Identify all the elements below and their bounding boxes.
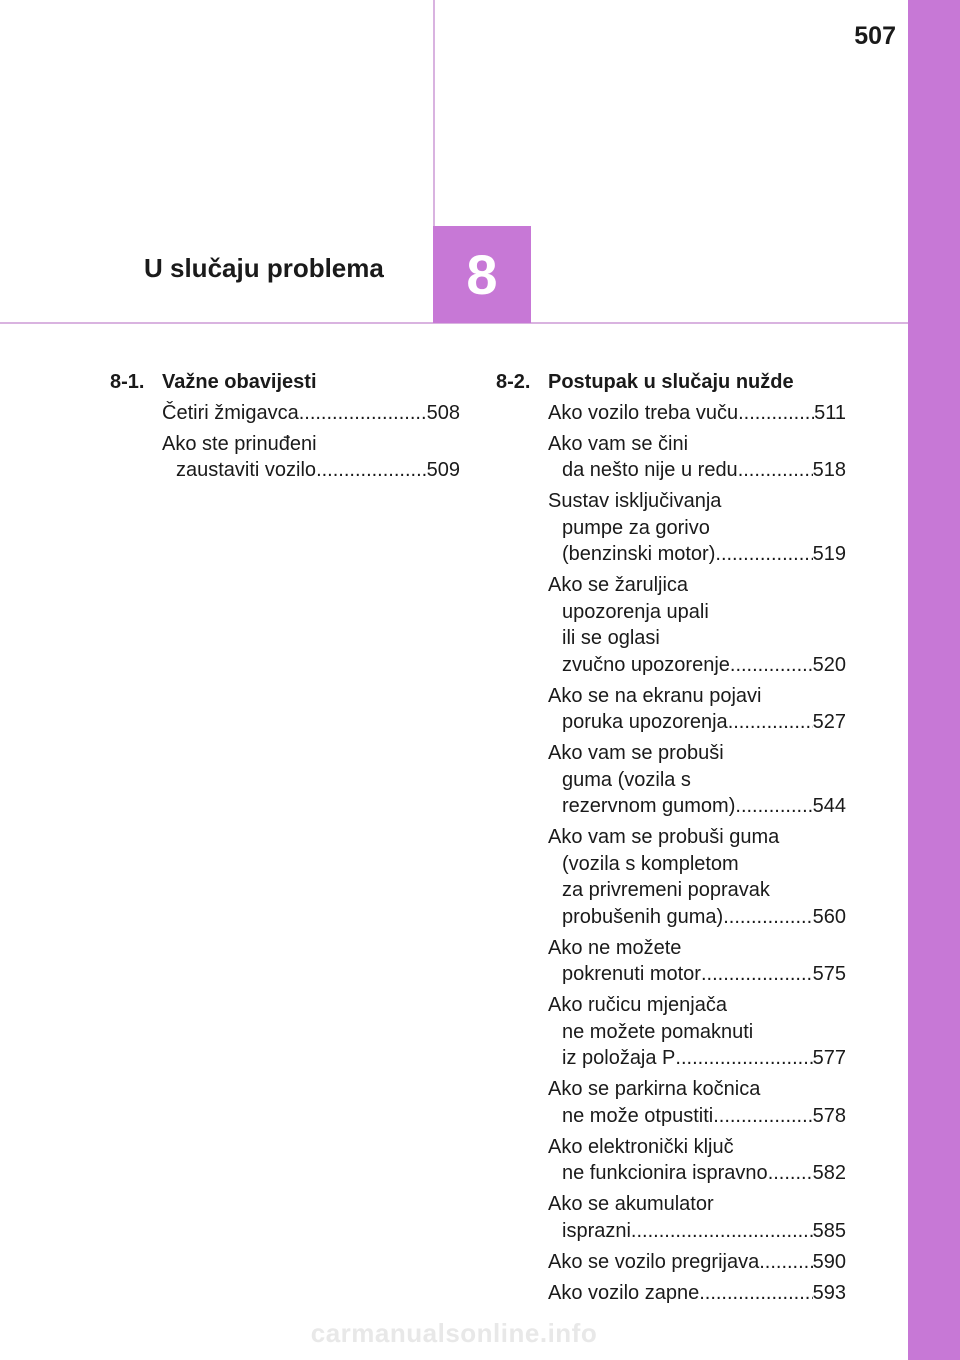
toc-entry-line [548, 1103, 846, 1130]
toc-entry-line: pumpe za gorivo [562, 516, 710, 539]
toc-entry-line [548, 1249, 846, 1276]
section-heading [496, 369, 846, 396]
toc-page-number: 527 [812, 711, 846, 733]
toc-page-number: 509 [426, 459, 460, 481]
toc-entry-text: rezervnom gumom) [562, 795, 736, 817]
toc-entry-line [548, 709, 846, 736]
toc-entry-line [162, 400, 460, 427]
toc-entry[interactable] [548, 1134, 846, 1187]
section-title: Postupak u slučaju nužde [548, 371, 794, 393]
toc-entry[interactable] [548, 400, 846, 427]
toc-entry-line: upozorenja upali [562, 600, 709, 623]
toc-page-number: 590 [812, 1250, 846, 1273]
toc-entry-text: pokrenuti motor [562, 963, 701, 985]
dot-leader [735, 793, 812, 820]
toc-entry-line [548, 1280, 846, 1307]
toc-entry-text: Ako vozilo zapne [548, 1281, 700, 1304]
toc-entry-line: Ako se parkirna kočnica [548, 1078, 761, 1100]
dot-leader [713, 1103, 812, 1130]
toc-entry-text: poruka upozorenja [562, 711, 728, 733]
chapter-number: 8 [466, 243, 498, 306]
toc-page-number: 520 [812, 653, 846, 676]
toc-entry-line [548, 652, 846, 679]
chapter-number-box [433, 226, 531, 323]
toc-page-number: 508 [426, 401, 460, 424]
toc-entry-line: Ako vam se čini [548, 432, 689, 455]
toc-entry-line: (vozila s kompletom [562, 852, 739, 875]
dot-leader [316, 457, 427, 484]
page-number: 507 [854, 22, 896, 50]
toc-entry-line: Ako elektronički ključ [548, 1135, 734, 1158]
toc-entry[interactable] [548, 1076, 846, 1129]
toc-page-number: 593 [812, 1281, 846, 1304]
toc-entry-line [162, 457, 460, 484]
toc-page-number: 518 [812, 459, 846, 481]
toc-entry-text: zaustaviti vozilo [176, 459, 317, 481]
toc-entry-line [548, 457, 846, 484]
dot-leader [675, 1045, 812, 1072]
toc-entry-line: Sustav isključivanja [548, 490, 722, 512]
toc-page-number: 544 [812, 795, 846, 817]
toc-entry-text: probušenih guma) [562, 905, 724, 928]
toc-entry-line: Ako vam se probuši guma [548, 826, 780, 848]
toc-entry-text: ne može otpustiti [562, 1104, 714, 1127]
dot-leader [738, 457, 813, 484]
toc-entry[interactable] [548, 431, 846, 484]
toc-entry[interactable] [548, 740, 846, 820]
toc-entry-line [548, 904, 846, 931]
section-entries [548, 400, 846, 1307]
toc-entry[interactable] [548, 1249, 846, 1276]
toc-entry-line [548, 400, 846, 427]
dot-leader [631, 1218, 813, 1245]
toc-entry-text: isprazni [562, 1219, 631, 1242]
toc-entry-line [548, 541, 846, 568]
toc-page-number: 578 [812, 1104, 846, 1127]
dot-leader [730, 652, 813, 679]
dot-leader [299, 400, 427, 427]
toc-page-number: 582 [812, 1162, 846, 1184]
dot-leader [759, 1249, 812, 1276]
dot-leader [738, 400, 814, 427]
toc-entry-line: ili se oglasi [562, 627, 660, 649]
toc-entry-line: ne možete pomaknuti [562, 1020, 754, 1043]
toc-entry[interactable] [548, 824, 846, 930]
toc-entry[interactable] [162, 400, 460, 427]
dot-leader [723, 904, 812, 931]
section-heading [110, 369, 460, 396]
toc-entry[interactable] [548, 992, 846, 1072]
toc-entry-line: Ako ne možete [548, 936, 682, 959]
toc-entry-line: Ako ste prinuđeni [162, 432, 317, 455]
toc-entry-text: da nešto nije u redu [562, 459, 738, 481]
toc-entry[interactable] [548, 683, 846, 736]
toc-section-8-2 [496, 369, 846, 1311]
toc-entry-text: zvučno upozorenje [562, 653, 730, 676]
watermark: carmanualsonline.info [310, 1318, 598, 1348]
section-entries [162, 400, 460, 484]
toc-entry-line [548, 1045, 846, 1072]
toc-entry[interactable] [548, 572, 846, 678]
section-number: 8-2. [496, 371, 531, 393]
toc-entry-line: Ako se akumulator [548, 1193, 714, 1215]
chapter-side-tab [908, 0, 960, 1360]
section-number: 8-1. [110, 371, 145, 393]
dot-leader [768, 1160, 813, 1187]
toc-entry-text: ne funkcionira ispravno [562, 1162, 768, 1184]
toc-entry-line [548, 1218, 846, 1245]
toc-page-number: 577 [812, 1047, 846, 1069]
toc-entry-line [548, 1160, 846, 1187]
toc-entry[interactable] [162, 431, 460, 484]
toc-entry-line: Ako se na ekranu pojavi [548, 684, 762, 707]
toc-entry[interactable] [548, 1191, 846, 1244]
toc-page-number: 519 [812, 543, 846, 565]
toc-page-number: 575 [812, 963, 846, 985]
toc-entry[interactable] [548, 1280, 846, 1307]
toc-entry-text: Ako vozilo treba vuču [548, 401, 739, 424]
toc-entry-text: iz položaja P [562, 1047, 676, 1069]
dot-leader [728, 709, 813, 736]
toc-page-number: 511 [814, 401, 846, 424]
dot-leader [699, 1280, 812, 1307]
toc-entry-line: Ako vam se probuši [548, 742, 724, 764]
toc-entry-line: guma (vozila s [562, 768, 691, 791]
toc-page-number: 585 [812, 1219, 846, 1242]
toc-entry-line: Ako se žaruljica [548, 574, 689, 596]
toc-entry-line: za privremeni popravak [562, 879, 770, 901]
toc-entry-line: Ako ručicu mjenjača [548, 994, 727, 1016]
toc-entry-line [548, 961, 846, 988]
toc-entry-line [548, 793, 846, 820]
toc-entry[interactable] [548, 935, 846, 988]
toc-entry-text: (benzinski motor) [562, 543, 716, 565]
toc-section-8-1 [110, 369, 460, 488]
section-title: Važne obavijesti [162, 371, 317, 393]
dot-leader [701, 961, 813, 988]
chapter-title: U slučaju problema [144, 253, 384, 283]
toc-entry[interactable] [548, 488, 846, 568]
dot-leader [715, 541, 812, 568]
toc-entry-text: Četiri žmigavca [162, 401, 299, 424]
toc-page-number: 560 [812, 905, 846, 928]
header-vertical-rule [433, 0, 435, 228]
toc-entry-text: Ako se vozilo pregrijava [548, 1250, 760, 1273]
